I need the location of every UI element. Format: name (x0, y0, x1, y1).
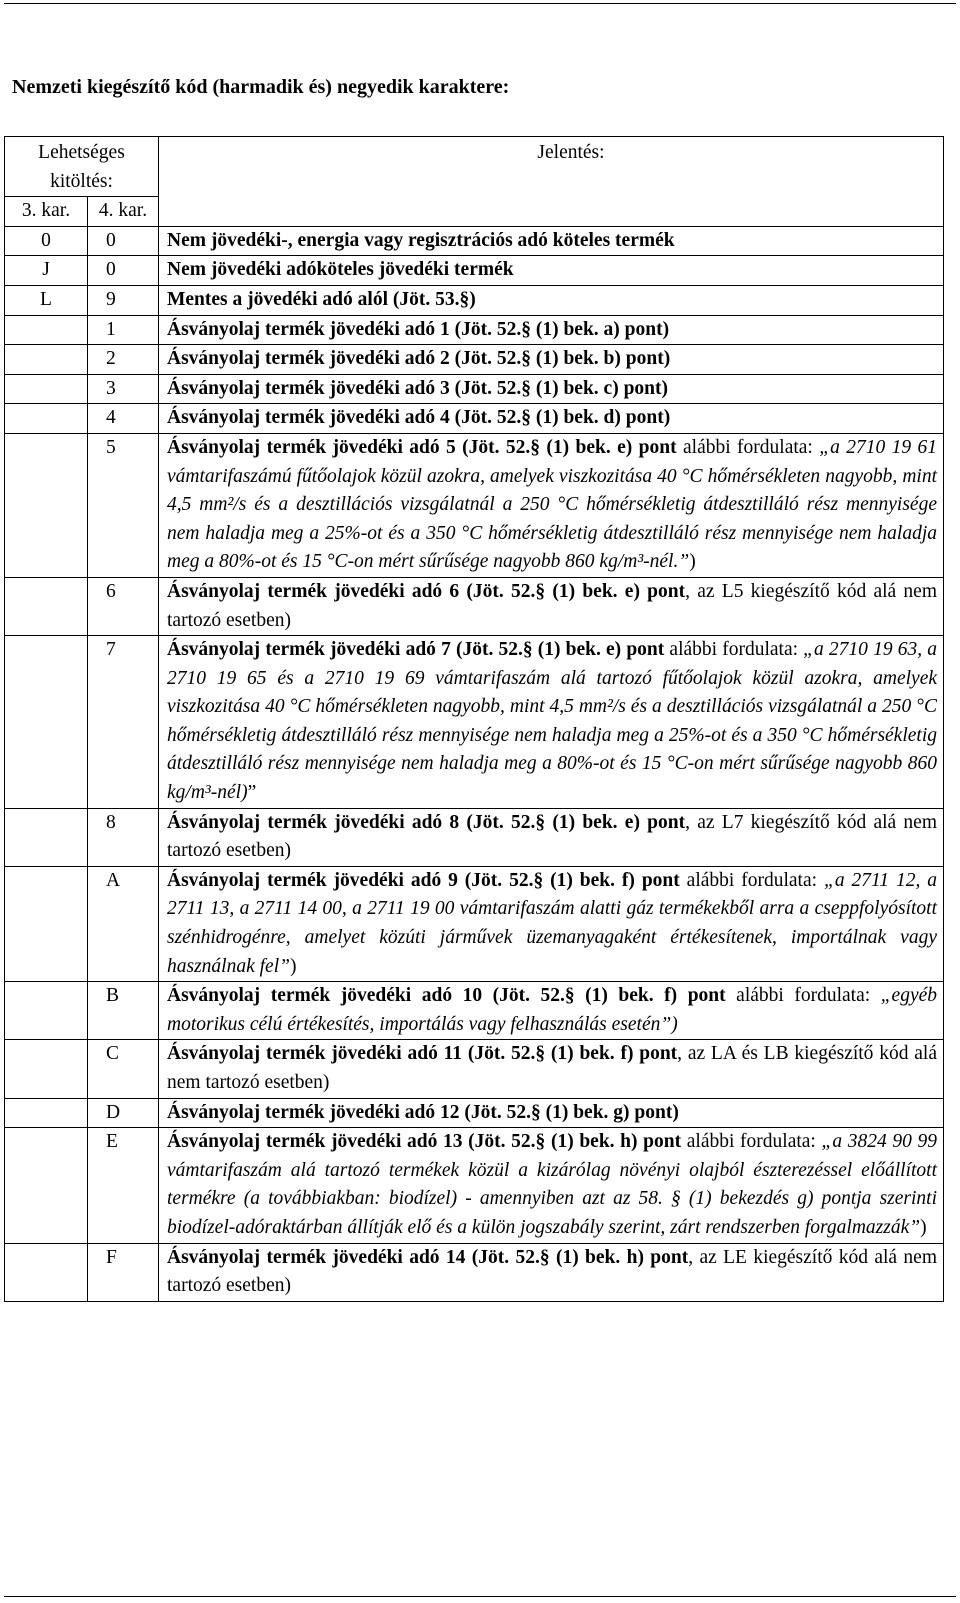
meaning-plain-text: alábbi fordulata: (676, 436, 820, 458)
meaning-bold-text: Ásványolaj termék jövedéki adó 13 (Jöt. 52.§ (1) bek. h) pont (167, 1131, 682, 1153)
char4-cell: E (88, 1128, 159, 1243)
meaning-cell (159, 226, 944, 256)
table-row (5, 256, 944, 286)
table-row (5, 315, 944, 345)
meaning-bold-text: Mentes a jövedéki adó alól (Jöt. 53.§) (167, 288, 476, 310)
char4-cell: 5 (88, 433, 159, 577)
meaning-cell (159, 256, 944, 286)
meaning-cell (159, 345, 944, 375)
char3-cell (5, 345, 88, 375)
table-row (5, 577, 944, 635)
meaning-cell (159, 1098, 944, 1128)
char3-cell (5, 315, 88, 345)
char3-header: 3. kar. (5, 197, 88, 227)
char4-cell: 4 (88, 404, 159, 434)
char3-cell (5, 1098, 88, 1128)
table-row (5, 1040, 944, 1098)
meaning-cell (159, 1243, 944, 1301)
meaning-bold-text: Ásványolaj termék jövedéki adó 9 (Jöt. 52.§ (1) bek. f) pont (167, 869, 680, 891)
table-row (5, 374, 944, 404)
meaning-plain-text: , az L7 kiegészítő kód alá nem tartozó esetben) (167, 811, 937, 862)
meaning-cell (159, 374, 944, 404)
char4-cell: B (88, 982, 159, 1040)
meaning-tail-text: ) (920, 1216, 927, 1238)
meaning-bold-text: Ásványolaj termék jövedéki adó 12 (Jöt. 52.§ (1) bek. g) pont) (167, 1101, 679, 1123)
char3-cell: L (5, 285, 88, 315)
top-rule (4, 3, 956, 4)
table-row (5, 808, 944, 866)
char4-cell: C (88, 1040, 159, 1098)
char4-cell: 7 (88, 636, 159, 809)
char3-cell (5, 433, 88, 577)
meaning-cell (159, 636, 944, 809)
bottom-rule (4, 1596, 956, 1597)
meaning-bold-text: Ásványolaj termék jövedéki adó 11 (Jöt. 52.§ (1) bek. f) pont (167, 1043, 678, 1065)
meaning-cell (159, 433, 944, 577)
meaning-cell (159, 866, 944, 981)
meaning-header: Jelentés: (159, 137, 944, 227)
char3-cell (5, 1128, 88, 1243)
meaning-bold-text: Ásványolaj termék jövedéki adó 6 (Jöt. 52.§ (1) bek. e) pont (167, 580, 686, 602)
meaning-cell (159, 404, 944, 434)
meaning-bold-text: Ásványolaj termék jövedéki adó 14 (Jöt. 52.§ (1) bek. h) pont (167, 1246, 689, 1268)
meaning-plain-text: alábbi fordulata: (679, 869, 824, 891)
char3-cell (5, 866, 88, 981)
table-row (5, 433, 944, 577)
meaning-tail-text: ) (689, 551, 696, 573)
meaning-italic-text: „a 2710 19 61 vámtarifaszámú fűtőolajok közül azokra, amelyek viszkozitása 40 °C hőmérsékleten nagyobb, mint 4,5 mm²/s és a desztillációs vizsgálatnál a 250 °C hőmérsékletig átdesztilláló rész mennyisége nem haladja meg a 25%-ot és a 350 °C hőmérsékletig átdesztilláló rész mennyisége nem haladja meg a 80%-ot és 15 °C-on mért sűrűsége nagyobb 860 kg/m³-nél.” (167, 436, 937, 573)
meaning-bold-text: Nem jövedéki adóköteles jövedéki termék (167, 259, 514, 281)
char3-cell (5, 1243, 88, 1301)
char3-cell (5, 982, 88, 1040)
char4-cell: 0 (88, 256, 159, 286)
char3-cell (5, 636, 88, 809)
meaning-italic-text: „a 2711 12, a 2711 13, a 2711 14 00, a 2711 19 00 vámtarifaszám alatti gáz termékekből arra a cseppfolyósított szénhidrogénre, amelyet közúti járművek üzemanyagaként értékesítenek, importálnak vagy használnak fel” (167, 869, 937, 977)
meaning-cell (159, 808, 944, 866)
section-heading: Nemzeti kiegészítő kód (harmadik és) negyedik karaktere: (12, 76, 510, 98)
table-body (5, 226, 944, 1301)
meaning-italic-text: „a 2710 19 63, a 2710 19 65 és a 2710 19 69 vámtarifaszám alá tartozó fűtőolajok közül azokra, amelyek viszkozitása 40 °C hőmérsékleten nagyobb, mint 4,5 mm²/s és a desztillációs vizsgálatnál a 250 °C hőmérsékletig átdesztilláló rész mennyisége nem haladja meg a 25%-ot és a 350 °C hőmérsékletig átdesztilláló rész mennyisége nem haladja meg a 80%-ot és 15 °C-on mért sűrűsége nagyobb 860 kg/m³-nél) (167, 639, 937, 804)
table-row (5, 982, 944, 1040)
meaning-italic-text: „a 3824 90 99 vámtarifaszám alá tartozó termékek közül a kizárólag növényi olajból észterezéssel előállított termékre (a továbbiakban: biodízel) - amennyiben azt az 58. § (1) bekezdés g) pontja szerinti biodízel-adóraktárban állítják elő és a külön jogszabály szerint, zárt rendszerben forgalmazzák” (167, 1131, 937, 1238)
meaning-cell (159, 315, 944, 345)
meaning-plain-text: alábbi fordulata: (725, 985, 881, 1007)
meaning-cell (159, 577, 944, 635)
char4-cell: 9 (88, 285, 159, 315)
table-row (5, 404, 944, 434)
meaning-bold-text: Nem jövedéki-, energia vagy regisztrációs adó köteles termék (167, 229, 675, 251)
meaning-bold-text: Ásványolaj termék jövedéki adó 10 (Jöt. 52.§ (1) bek. f) pont (167, 985, 726, 1007)
meaning-tail-text: ” (247, 782, 257, 804)
char4-cell: F (88, 1243, 159, 1301)
meaning-cell (159, 1040, 944, 1098)
char4-cell: 3 (88, 374, 159, 404)
code-table (4, 136, 944, 1302)
table-row (5, 285, 944, 315)
table-row (5, 866, 944, 981)
char4-cell: 8 (88, 808, 159, 866)
meaning-bold-text: Ásványolaj termék jövedéki adó 8 (Jöt. 52.§ (1) bek. e) pont (167, 811, 686, 833)
meaning-italic-text: „egyéb motorikus célú értékesítés, importálás vagy felhasználás esetén”) (167, 985, 937, 1035)
meaning-cell (159, 982, 944, 1040)
meaning-bold-text: Ásványolaj termék jövedéki adó 7 (Jöt. 52.§ (1) bek. e) pont (167, 639, 665, 661)
table-row (5, 1098, 944, 1128)
meaning-plain-text: , az L5 kiegészítő kód alá nem tartozó esetben) (167, 580, 937, 631)
char3-cell (5, 1040, 88, 1098)
char4-cell: D (88, 1098, 159, 1128)
meaning-bold-text: Ásványolaj termék jövedéki adó 5 (Jöt. 52.§ (1) bek. e) pont (167, 436, 677, 458)
table-header-row (5, 137, 944, 197)
meaning-plain-text: , az LA és LB kiegészítő kód alá nem tartozó esetben) (167, 1043, 937, 1093)
meaning-cell (159, 285, 944, 315)
char3-cell (5, 577, 88, 635)
char4-cell: 2 (88, 345, 159, 375)
char3-cell (5, 404, 88, 434)
meaning-plain-text: , az LE kiegészítő kód alá nem tartozó esetben) (167, 1246, 937, 1297)
char4-cell: 6 (88, 577, 159, 635)
char4-header: 4. kar. (88, 197, 159, 227)
table-row (5, 345, 944, 375)
char3-cell: 0 (5, 226, 88, 256)
possible-values-header: Lehetséges kitöltés: (5, 137, 159, 197)
meaning-bold-text: Ásványolaj termék jövedéki adó 3 (Jöt. 52.§ (1) bek. c) pont) (167, 377, 669, 399)
char3-cell (5, 374, 88, 404)
table-row (5, 636, 944, 809)
char3-cell: J (5, 256, 88, 286)
char4-cell: 0 (88, 226, 159, 256)
meaning-bold-text: Ásványolaj termék jövedéki adó 4 (Jöt. 52.§ (1) bek. d) pont) (167, 407, 671, 429)
meaning-bold-text: Ásványolaj termék jövedéki adó 1 (Jöt. 52.§ (1) bek. a) pont) (167, 318, 670, 340)
char3-cell (5, 808, 88, 866)
meaning-plain-text: alábbi fordulata: (664, 639, 804, 661)
meaning-tail-text: ) (289, 955, 297, 977)
char4-cell: 1 (88, 315, 159, 345)
table-row (5, 226, 944, 256)
meaning-bold-text: Ásványolaj termék jövedéki adó 2 (Jöt. 52.§ (1) bek. b) pont) (167, 348, 671, 370)
table-row (5, 1128, 944, 1243)
char4-cell: A (88, 866, 159, 981)
meaning-plain-text: alábbi fordulata: (681, 1131, 822, 1153)
meaning-cell (159, 1128, 944, 1243)
table-row (5, 1243, 944, 1301)
